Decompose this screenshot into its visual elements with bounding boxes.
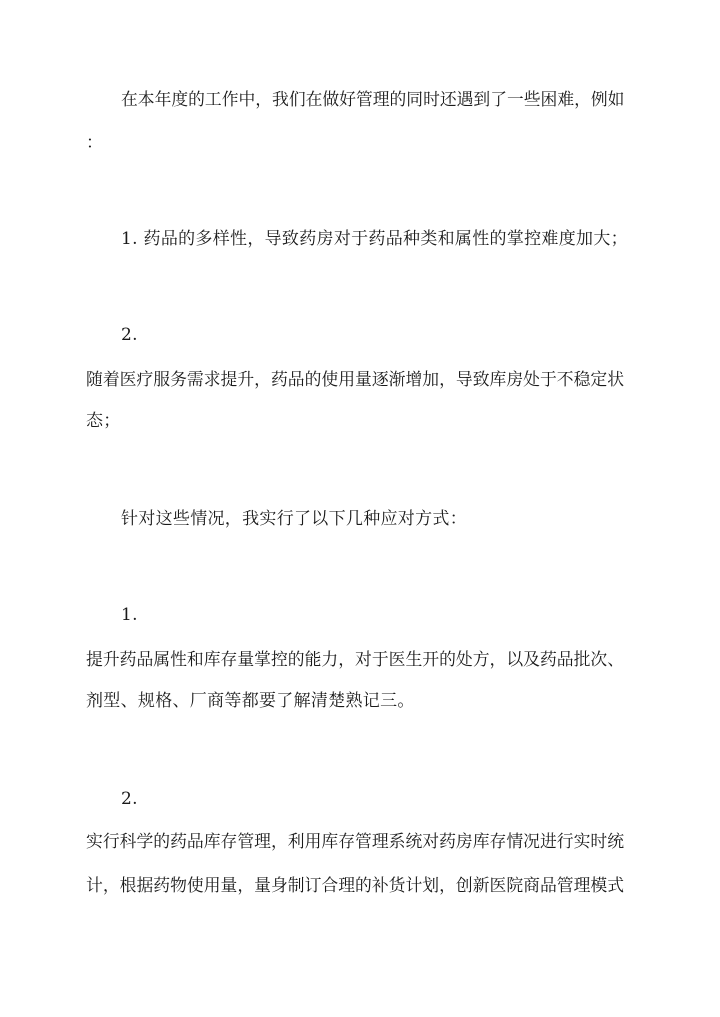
paragraph-intro-line-1: 在本年度的工作中，我们在做好管理的同时还遇到了一些困难，例如 [121,89,625,109]
list-number-response-2: 2. [121,789,138,809]
list-item-response-2-line-2: 计，根据药物使用量，量身制订合理的补货计划，创新医院商品管理模式 [86,875,625,895]
list-item-response-1-line-2: 剂型、规格、厂商等都要了解清楚熟记三。 [86,691,415,711]
list-item-difficulty-2-line-1: 随着医疗服务需求提升，药品的使用量逐渐增加，导致库房处于不稳定状 [86,369,625,389]
list-item-difficulty-1: 1. 药品的多样性，导致药房对于药品种类和属性的掌控难度加大； [121,229,628,249]
paragraph-response-intro: 针对这些情况，我实行了以下几种应对方式： [121,509,467,529]
list-item-response-1-line-1: 提升药品属性和库存量掌控的能力，对于医生开的处方，以及药品批次、 [86,649,625,669]
paragraph-intro-line-2: ： [86,133,104,153]
list-item-difficulty-2-line-2: 态； [86,411,121,431]
list-item-response-2-line-1: 实行科学的药品库存管理，利用库存管理系统对药房库存情况进行实时统 [86,831,625,851]
list-number-response-1: 1. [121,605,138,625]
list-number-difficulty-2: 2. [121,325,138,345]
